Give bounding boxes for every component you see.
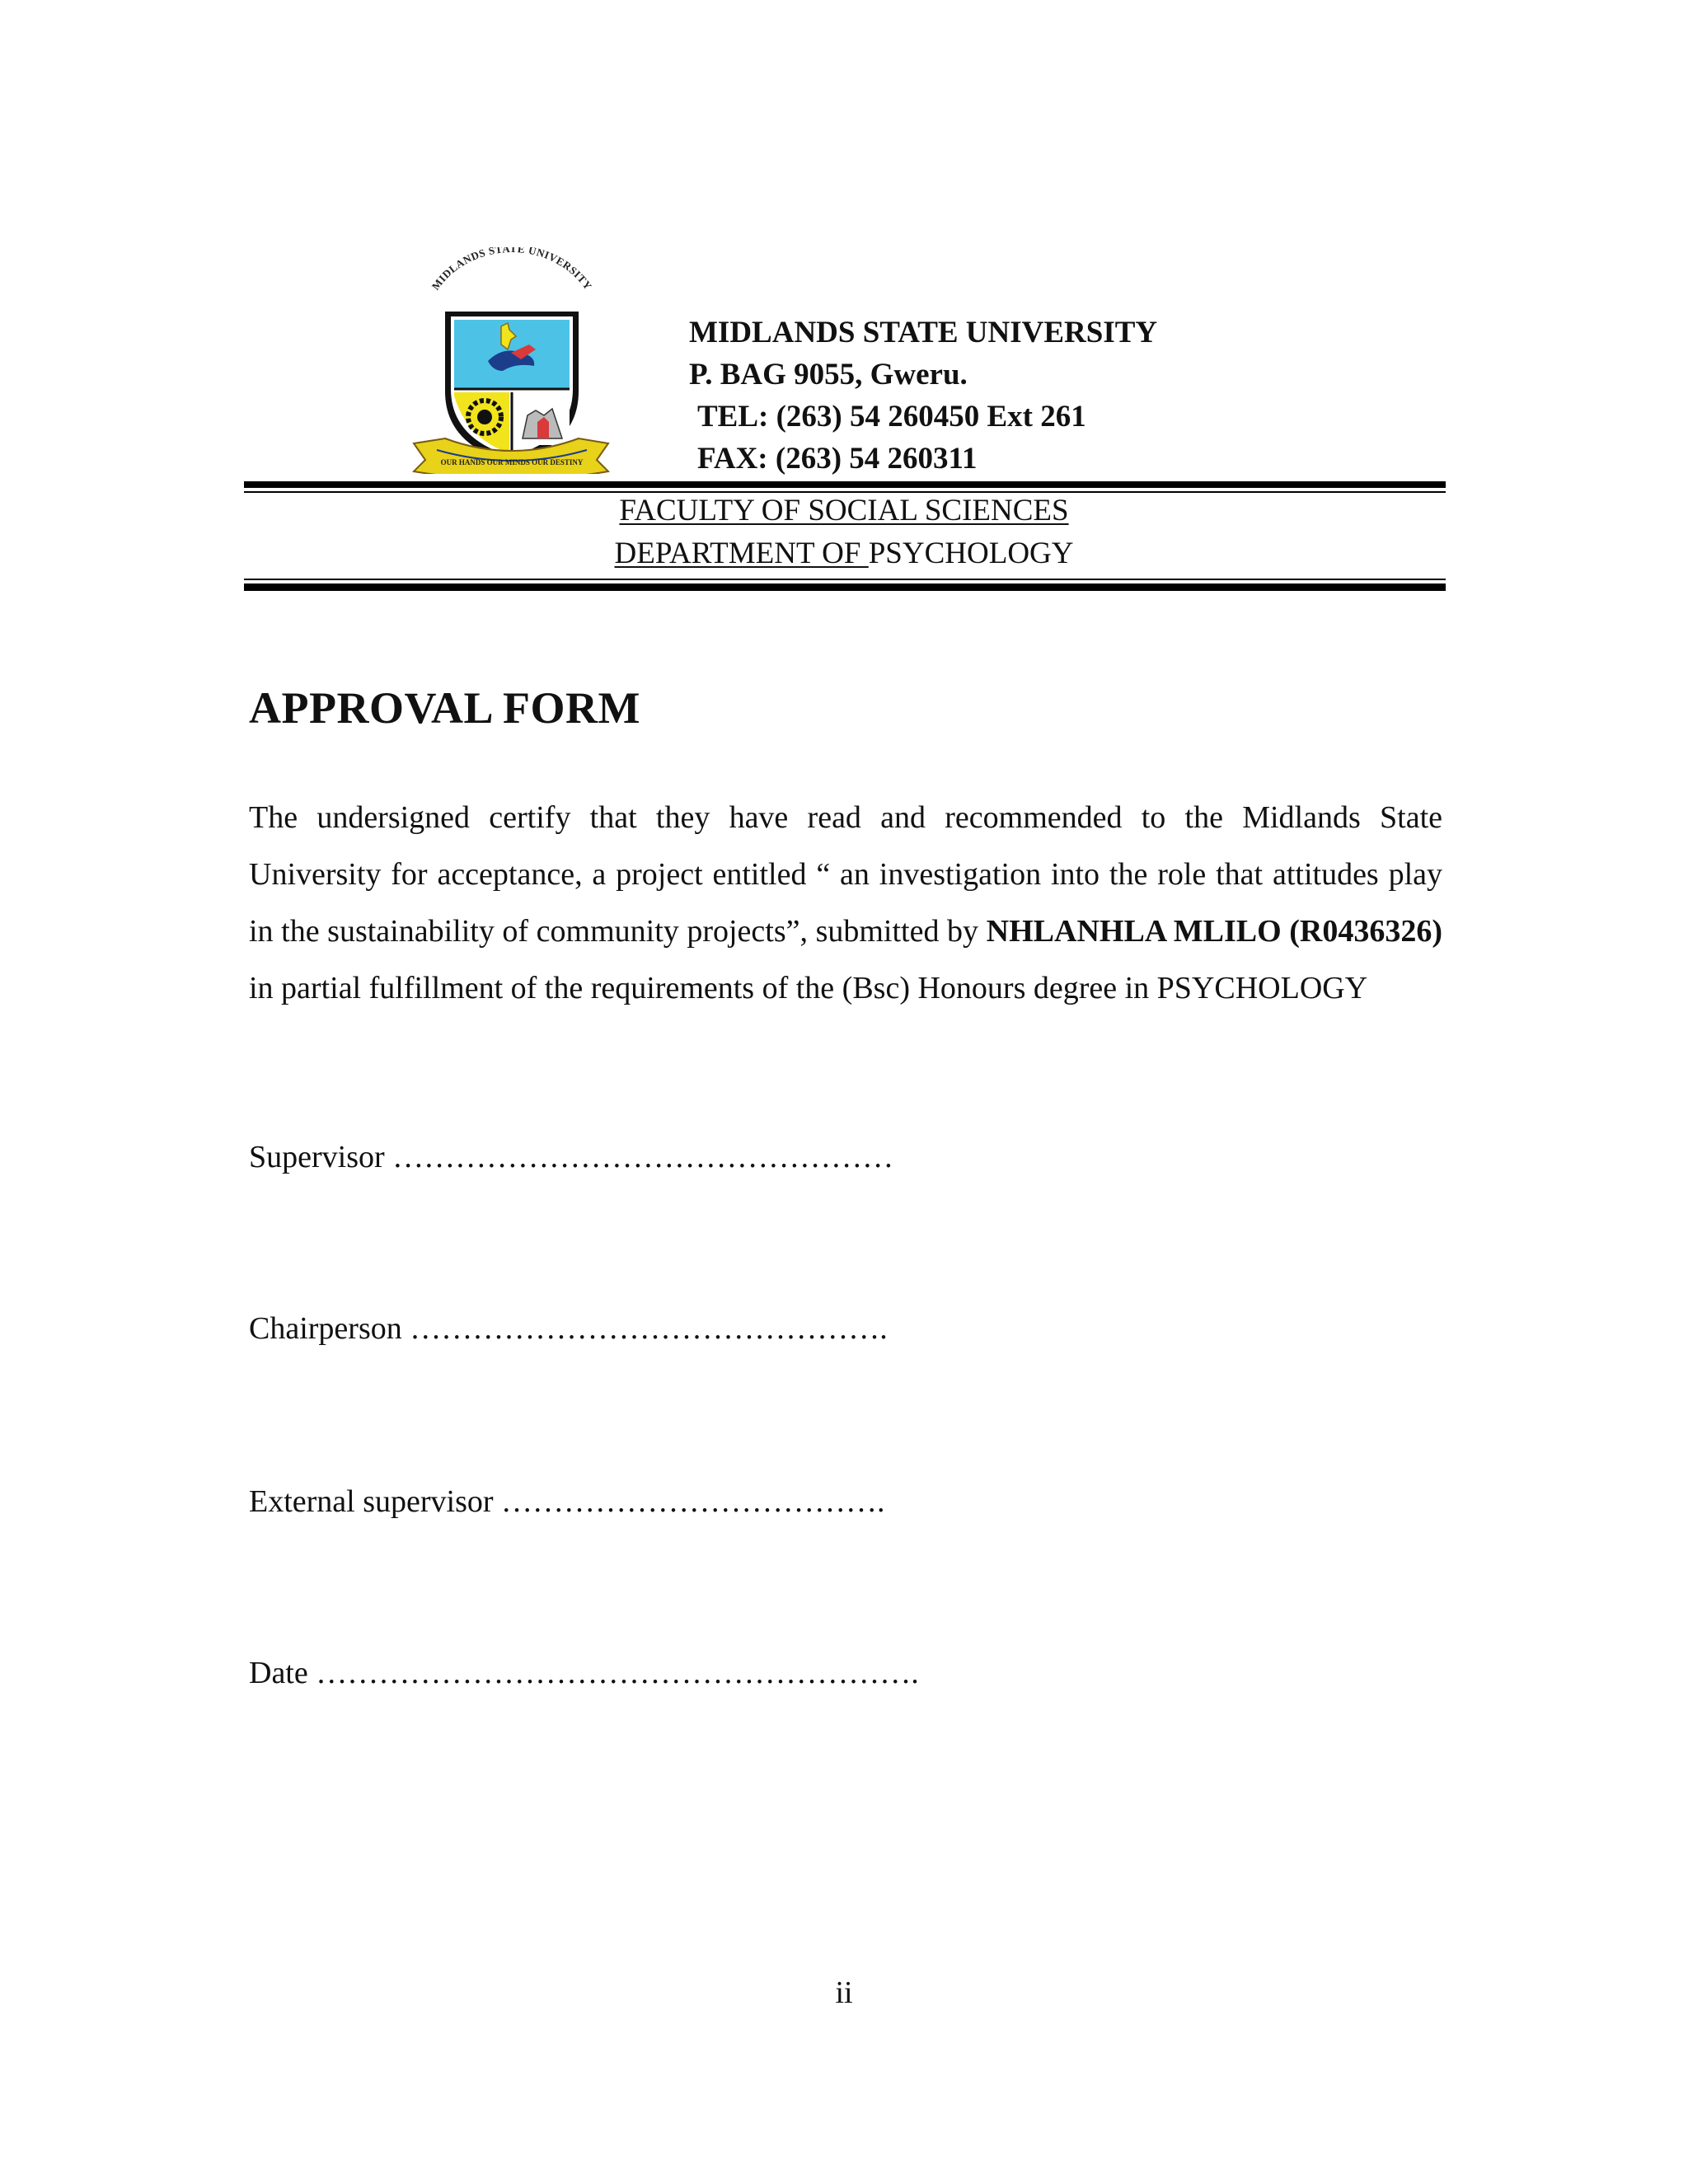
header-rule-bottom-thin	[244, 579, 1446, 580]
chairperson-signature-line: Chairperson ……………………………………….	[249, 1311, 888, 1346]
date-line: Date ………………………………………………….	[249, 1656, 919, 1690]
faculty-name: FACULTY OF SOCIAL SCIENCES	[619, 494, 1069, 527]
form-title: APPROVAL FORM	[249, 683, 640, 733]
crest-motto: OUR HANDS OUR MINDS OUR DESTINY	[440, 458, 584, 466]
student-name: NHLANHLA MLILO	[986, 914, 1282, 949]
student-id: (R0436326)	[1289, 914, 1442, 949]
address-block	[689, 312, 1157, 480]
telephone: TEL: (263) 54 260450 Ext 261	[697, 400, 1086, 434]
postal-address: P. BAG 9055, Gweru.	[689, 358, 968, 391]
svg-text:MIDLANDS STATE UNIVERSITY	[429, 247, 595, 293]
department-name: DEPARTMENT OF PSYCHOLOGY	[614, 537, 1074, 570]
header-rule-top-thick	[244, 481, 1446, 488]
university-name: MIDLANDS STATE UNIVERSITY	[689, 316, 1158, 349]
certification-paragraph: The undersigned certify that they have read and recommended to the Midlands State University for acceptance, a project entitled “ an investigation into the role that attitudes play in the sustainability of community projects”, submitted by NHLANHLA MLILO (R0436326) in partial fulfillment of the requirements of the (Bsc) Honours degree in PSYCHOLOGY	[249, 800, 1442, 1005]
external-supervisor-signature-line: External supervisor ……………………………….	[249, 1484, 885, 1519]
supervisor-signature-line: Supervisor …………………………………………	[249, 1140, 894, 1174]
header-rule-bottom-thick	[244, 583, 1446, 591]
page-number: ii	[835, 1975, 853, 2010]
fax: FAX: (263) 54 260311	[697, 442, 978, 476]
university-crest	[412, 247, 610, 474]
crest-arc-text: MIDLANDS STATE UNIVERSITY	[429, 247, 595, 293]
